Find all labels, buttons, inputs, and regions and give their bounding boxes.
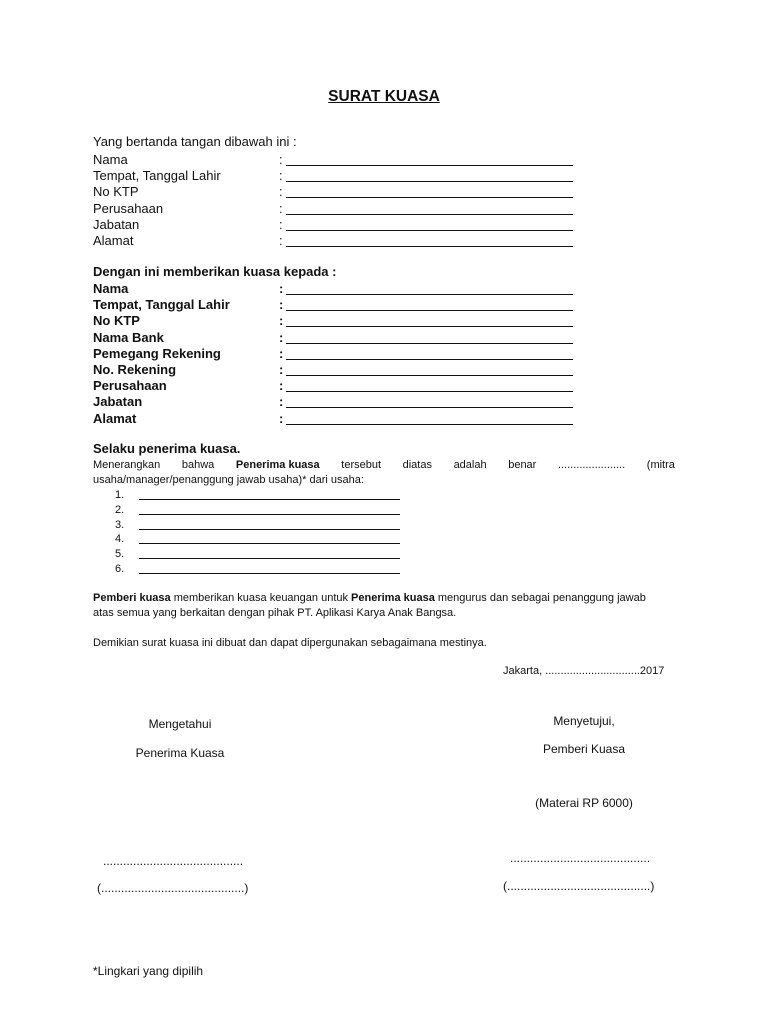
left-sig-label: Mengetahui (148, 717, 212, 731)
left-signature-line: .......................................... (103, 854, 244, 868)
list-item (115, 488, 400, 503)
authorization-paragraph (93, 591, 675, 621)
recipient-heading: Selaku penerima kuasa. (93, 441, 241, 456)
field-row (93, 297, 573, 313)
grantee-fields (93, 281, 573, 427)
field-row (93, 330, 573, 346)
field-label: Perusahaan (93, 200, 164, 216)
word: (mitra (646, 459, 675, 471)
field-colon: : (279, 394, 284, 410)
word: bahwa (181, 459, 215, 471)
field-label: Nama Bank (93, 329, 164, 345)
field-row (93, 152, 573, 168)
field-label: Nama (93, 281, 129, 296)
right-name-line: (...........................................) (503, 879, 655, 893)
field-row (93, 217, 573, 233)
field-row (93, 168, 573, 184)
authorization-line: atas semua yang berkaitan dengan pihak PT. Aplikasi Karya Anak Bangsa. (93, 607, 457, 619)
stamp-note: (Materai RP 6000) (535, 796, 633, 810)
fill-line (286, 165, 573, 166)
field-row (93, 233, 573, 249)
left-name-line: (...........................................) (97, 881, 249, 895)
field-label: Jabatan (93, 394, 143, 410)
fill-line (286, 407, 573, 408)
field-colon: : (279, 329, 284, 345)
fill-line (286, 359, 573, 360)
field-row (93, 281, 573, 297)
fill-line (139, 573, 400, 574)
list-item (115, 518, 400, 533)
grantor-heading: Yang bertanda tangan dibawah ini : (93, 134, 297, 149)
field-label: Nama (93, 152, 128, 167)
word: Menerangkan (93, 459, 161, 471)
text: memberikan kuasa keuangan untuk (170, 592, 352, 604)
fill-line (286, 375, 573, 376)
field-label: No KTP (93, 184, 139, 200)
item-number: 6. (115, 562, 125, 575)
field-label: Tempat, Tanggal Lahir (93, 168, 221, 184)
field-label: Alamat (93, 232, 134, 248)
field-colon: : (279, 281, 284, 296)
statement-line: usaha/manager/penanggung jawab usaha)* dari usaha: (93, 474, 364, 486)
place-date: Jakarta, ...............................2017 (503, 665, 665, 677)
word: tersebut (341, 459, 382, 471)
fill-line (286, 343, 573, 344)
authorization-line (93, 591, 675, 606)
list-item (115, 547, 400, 562)
right-sig-role: Pemberi Kuasa (542, 742, 626, 756)
statement-line (93, 458, 675, 473)
fill-line (139, 499, 400, 500)
word: ...................... (557, 459, 626, 471)
fill-line (286, 230, 573, 231)
footnote: *Lingkari yang dipilih (93, 964, 204, 978)
grantor-fields (93, 152, 573, 249)
field-row (93, 394, 573, 410)
field-colon: : (279, 378, 284, 394)
page-title: SURAT KUASA (328, 88, 440, 105)
list-item (115, 503, 400, 518)
field-row (93, 201, 573, 217)
recipient-statement (93, 458, 675, 488)
fill-line (139, 543, 400, 544)
field-row (93, 313, 573, 329)
list-item (115, 532, 400, 547)
field-label: No KTP (93, 313, 140, 329)
right-sig-label: Menyetujui, (553, 714, 615, 728)
item-number: 5. (115, 548, 125, 561)
field-label: Jabatan (93, 216, 140, 232)
item-number: 3. (115, 518, 125, 531)
fill-line (286, 310, 573, 311)
fill-line (286, 294, 573, 295)
field-label: No. Rekening (93, 361, 177, 377)
fill-line (286, 424, 573, 425)
grantor-term: Pemberi kuasa (93, 592, 171, 604)
fill-line (286, 197, 573, 198)
field-colon: : (279, 152, 283, 167)
field-colon: : (279, 168, 283, 184)
item-number: 4. (115, 533, 125, 546)
fill-line (286, 326, 573, 327)
field-colon: : (279, 232, 283, 248)
closing-statement: Demikian surat kuasa ini dibuat dan dapat dipergunakan sebagaimana mestinya. (93, 637, 487, 649)
field-colon: : (279, 313, 284, 329)
field-label: Perusahaan (93, 378, 167, 394)
field-colon: : (279, 184, 283, 200)
item-number: 2. (115, 503, 125, 516)
field-label: Alamat (93, 410, 137, 426)
field-colon: : (279, 297, 284, 313)
field-colon: : (279, 216, 283, 232)
fill-line (139, 558, 400, 559)
left-sig-role: Penerima Kuasa (135, 746, 225, 760)
fill-line (139, 514, 400, 515)
fill-line (286, 181, 573, 182)
field-row (93, 378, 573, 394)
field-row (93, 184, 573, 200)
field-label: Tempat, Tanggal Lahir (93, 297, 230, 313)
fill-line (286, 214, 573, 215)
field-colon: : (279, 345, 284, 361)
grantee-heading: Dengan ini memberikan kuasa kepada : (93, 264, 337, 279)
right-signature-line: .......................................... (510, 851, 651, 865)
fill-line (286, 246, 573, 247)
field-row (93, 362, 573, 378)
field-colon: : (279, 361, 284, 377)
field-colon: : (279, 200, 283, 216)
field-row (93, 411, 573, 427)
item-number: 1. (115, 489, 125, 501)
fill-line (286, 391, 573, 392)
word: benar (508, 459, 537, 471)
text: mengurus dan sebagai penanggung jawab (434, 592, 646, 604)
word: diatas (402, 459, 432, 471)
word: Penerima kuasa (235, 459, 320, 471)
field-row (93, 346, 573, 362)
word: adalah (453, 459, 487, 471)
business-list (115, 488, 400, 577)
field-label: Pemegang Rekening (93, 345, 221, 361)
field-colon: : (279, 410, 284, 426)
grantee-term: Penerima kuasa (351, 592, 435, 604)
fill-line (139, 529, 400, 530)
list-item (115, 562, 400, 577)
